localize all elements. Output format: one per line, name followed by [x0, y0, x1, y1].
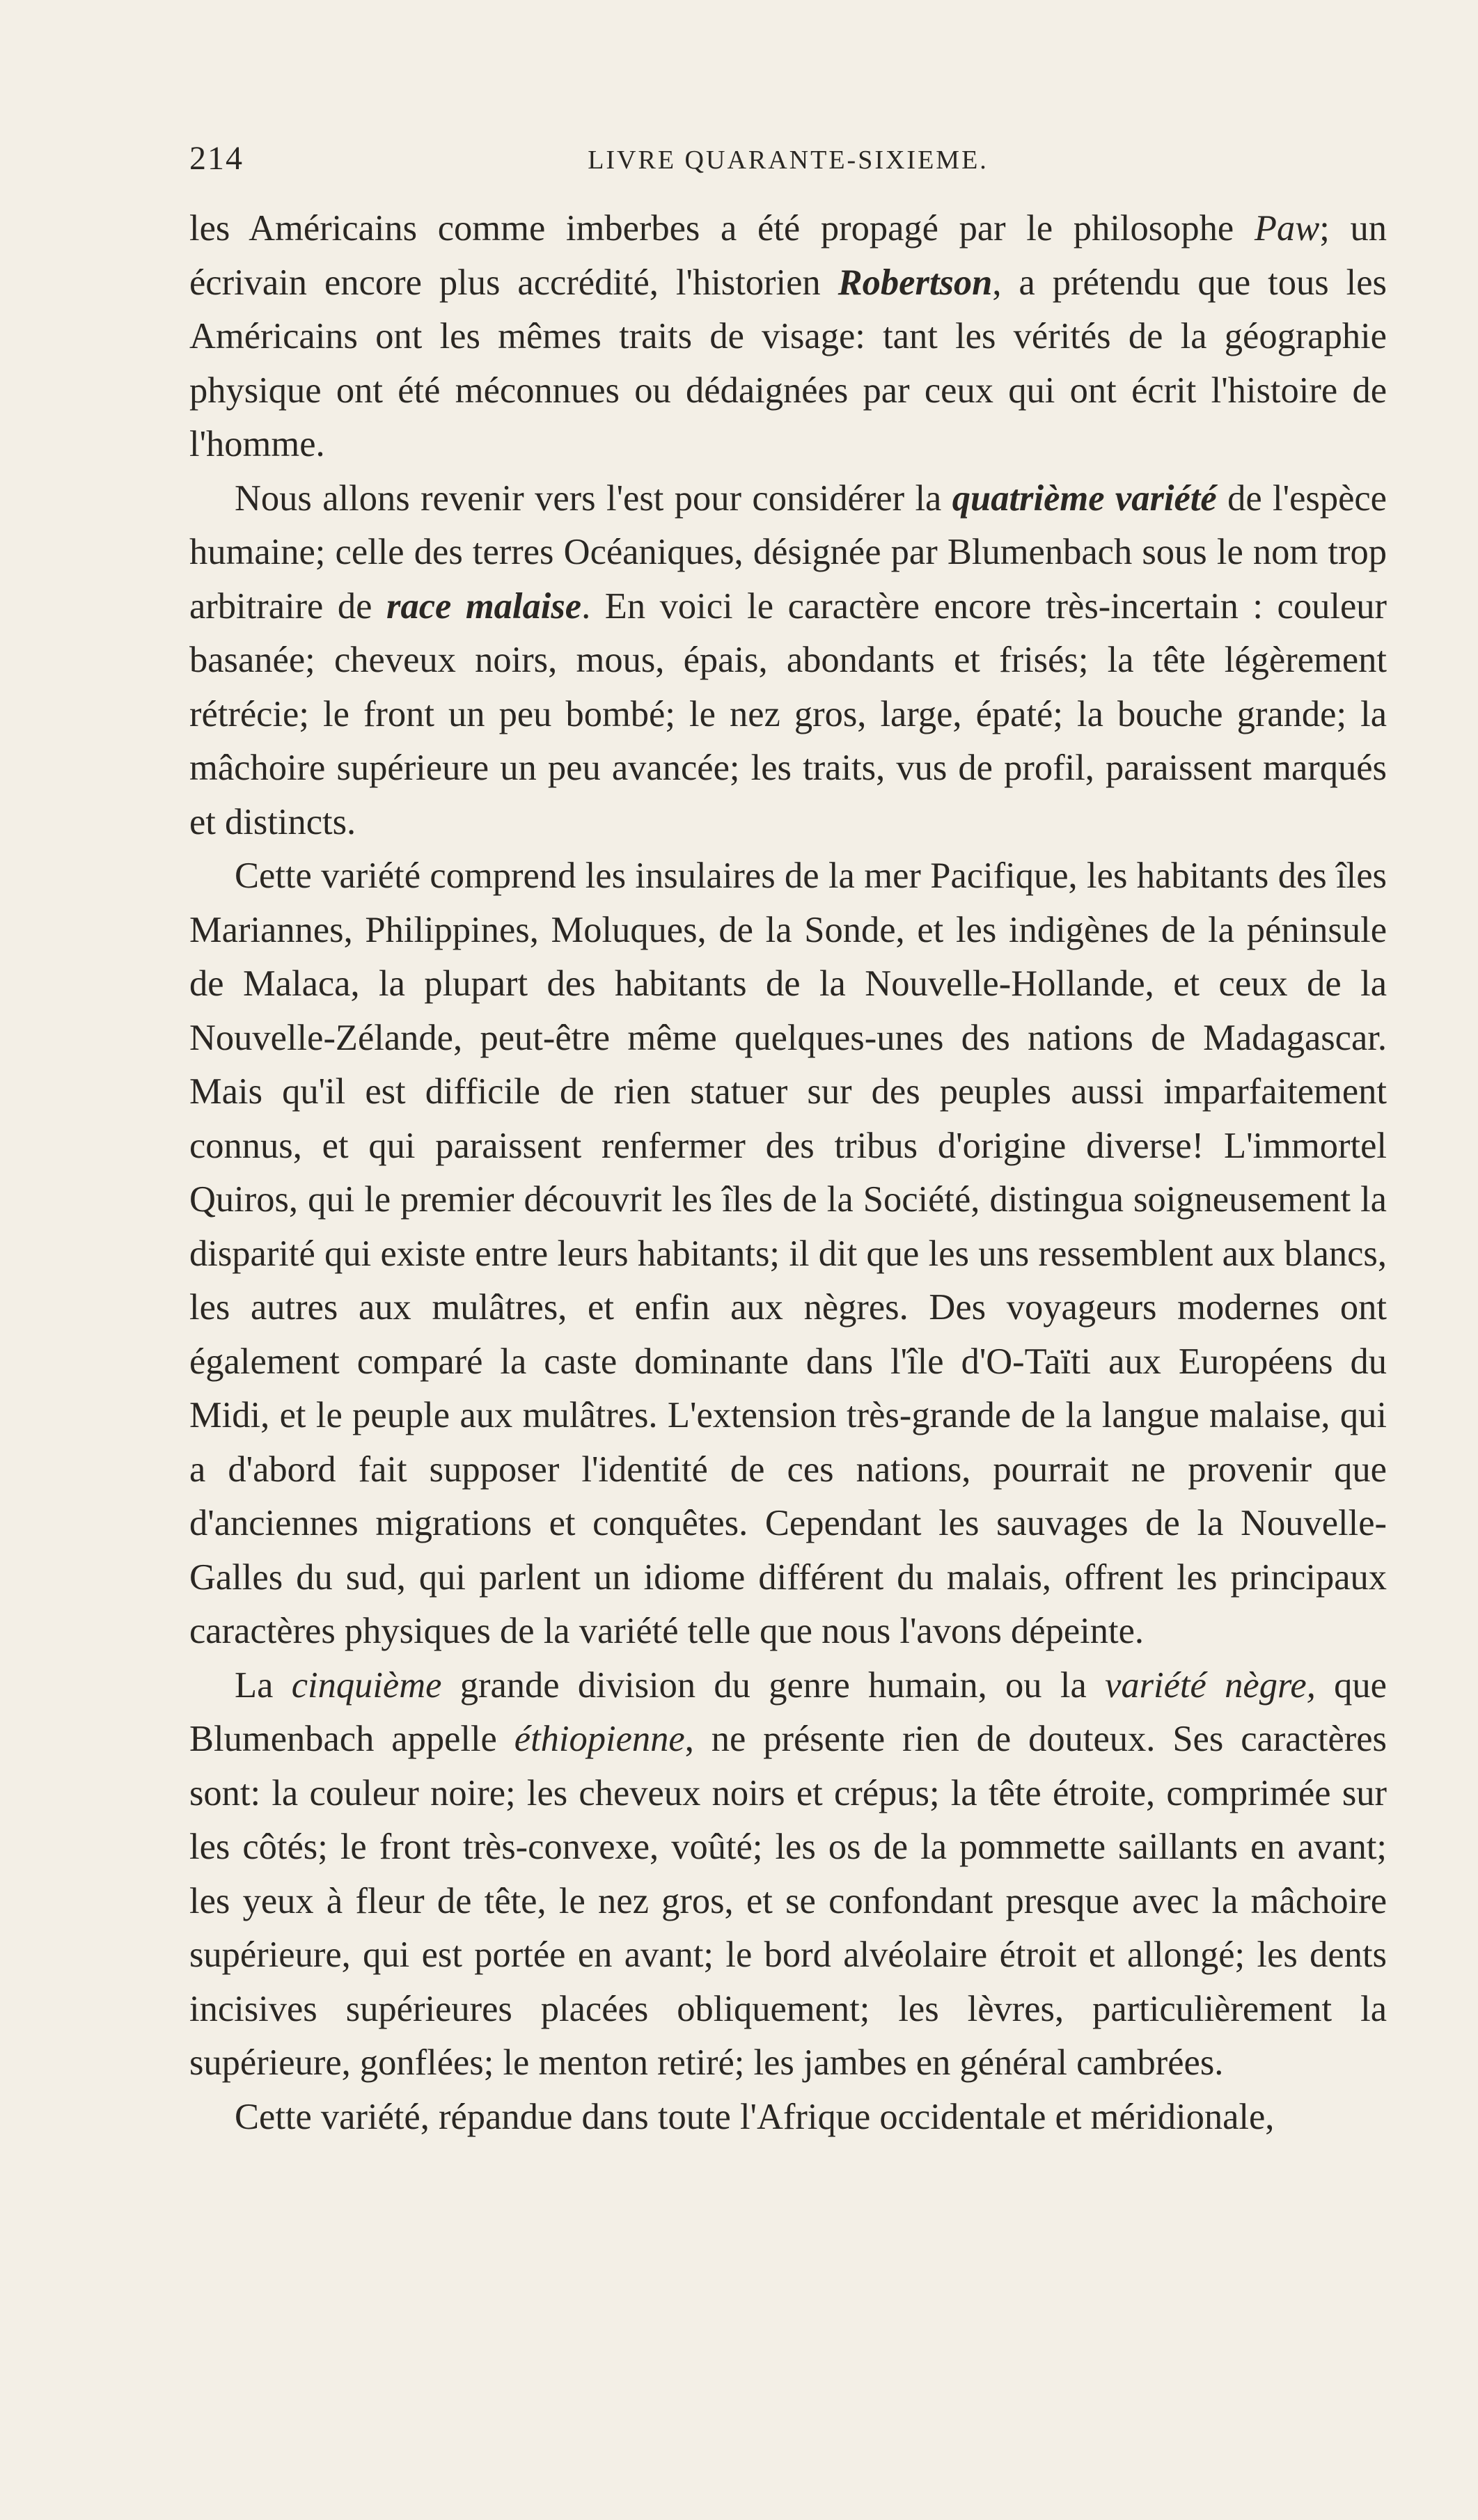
text-run: Nous allons revenir vers l'est pour considérer la — [235, 478, 952, 519]
running-title: LIVRE QUARANTE-SIXIEME. — [588, 145, 989, 175]
emphasized-text: race malaise — [386, 585, 582, 627]
running-header — [189, 139, 1387, 202]
paragraph — [189, 202, 1387, 472]
italic-text: éthiopienne — [514, 1719, 685, 1759]
italic-text: variété nègre, — [1105, 1664, 1316, 1706]
paragraph — [189, 1659, 1387, 2090]
paragraph — [189, 849, 1387, 1659]
text-run: Cette variété, répandue dans toute l'Afrique occidentale et méridionale, — [235, 2096, 1275, 2137]
paragraph — [189, 472, 1387, 850]
italic-text: cinquième — [291, 1664, 442, 1706]
text-run: . En voici le caractère encore très-incertain : couleur basanée; cheveux noirs, mous, épais, abondants et frisés; la tête légèrement rétrécie; le front un peu bombé; le nez gros, large, épaté; la bouche grande; la mâchoire supérieure un peu avancée; les traits, vus de profil, paraissent marqués et distincts. — [189, 585, 1387, 842]
text-run: les Américains comme imberbes a été propagé par le philosophe — [189, 208, 1255, 249]
text-run: Cette variété comprend les insulaires de la mer Pacifique, les habitants des îles Mariannes, Philippines, Moluques, de la Sonde, et les indigènes de la péninsule de Malaca, la plupart des habitants de la Nouvelle-Hollande, et ceux de la Nouvelle-Zélande, peut-être même quelques-unes des nations de Madagascar. Mais qu'il est difficile de rien statuer sur des peuples aussi imparfaitement connus, et qui paraissent renfermer des tribus d'origine diverse! L'immortel Quiros, qui le premier découvrit les îles de la Société, distingua soigneusement la disparité qui existe entre leurs habitants; il dit que les uns ressemblent aux blancs, les autres aux mulâtres, et enfin aux nègres. Des voyageurs modernes ont également comparé la caste dominante dans l'île d'O-Taïti aux Européens du Midi, et le peuple aux mulâtres. L'extension très-grande de la langue malaise, qui a d'abord fait supposer l'identité de ces nations, pourrait ne provenir que d'anciennes migrations et conquêtes. Cependant les sauvages de la Nouvelle-Galles du sud, qui parlent un idiome différent du malais, offrent les principaux caractères physiques de la variété telle que nous l'avons dépeinte. — [189, 856, 1387, 1651]
text-run: ; un écrivain encore plus accrédité, l'historien — [189, 208, 1387, 303]
page-number: 214 — [189, 140, 244, 177]
emphasized-text: quatrième variété — [952, 478, 1217, 519]
text-run: , a prétendu que tous les Américains ont les mêmes traits de visage: tant les vérités de la géographie physique ont été méconnues ou dédaignées par ceux qui ont écrit l'histoire de l'homme. — [189, 262, 1387, 464]
text-run: que Blumenbach appelle — [189, 1664, 1387, 1759]
text-run: de l'espèce humaine; celle des terres Océaniques, désignée par Blumenbach sous le nom trop arbitraire de — [189, 478, 1387, 627]
text-run: , ne présente rien de douteux. Ses caractères sont: la couleur noire; les cheveux noirs et crépus; la tête étroite, comprimée sur les côtés; le front très-convexe, voûté; les os de la pommette saillants en avant; les yeux à fleur de tête, le nez gros, et se confondant presque avec la mâchoire supérieure, qui est portée en avant; le bord alvéolaire étroit et allongé; les dents incisives supérieures placées obliquement; les lèvres, particulièrement la supérieure, gonflées; le menton retiré; les jambes en général cambrées. — [189, 1719, 1387, 2083]
book-page — [189, 139, 1387, 2144]
paragraph — [189, 2090, 1387, 2145]
body-text — [189, 202, 1387, 2144]
emphasized-text: Robertson — [838, 262, 993, 303]
text-run: grande division du genre humain, ou la — [441, 1664, 1106, 1706]
text-run: La — [235, 1664, 292, 1706]
italic-text: Paw — [1254, 208, 1320, 249]
